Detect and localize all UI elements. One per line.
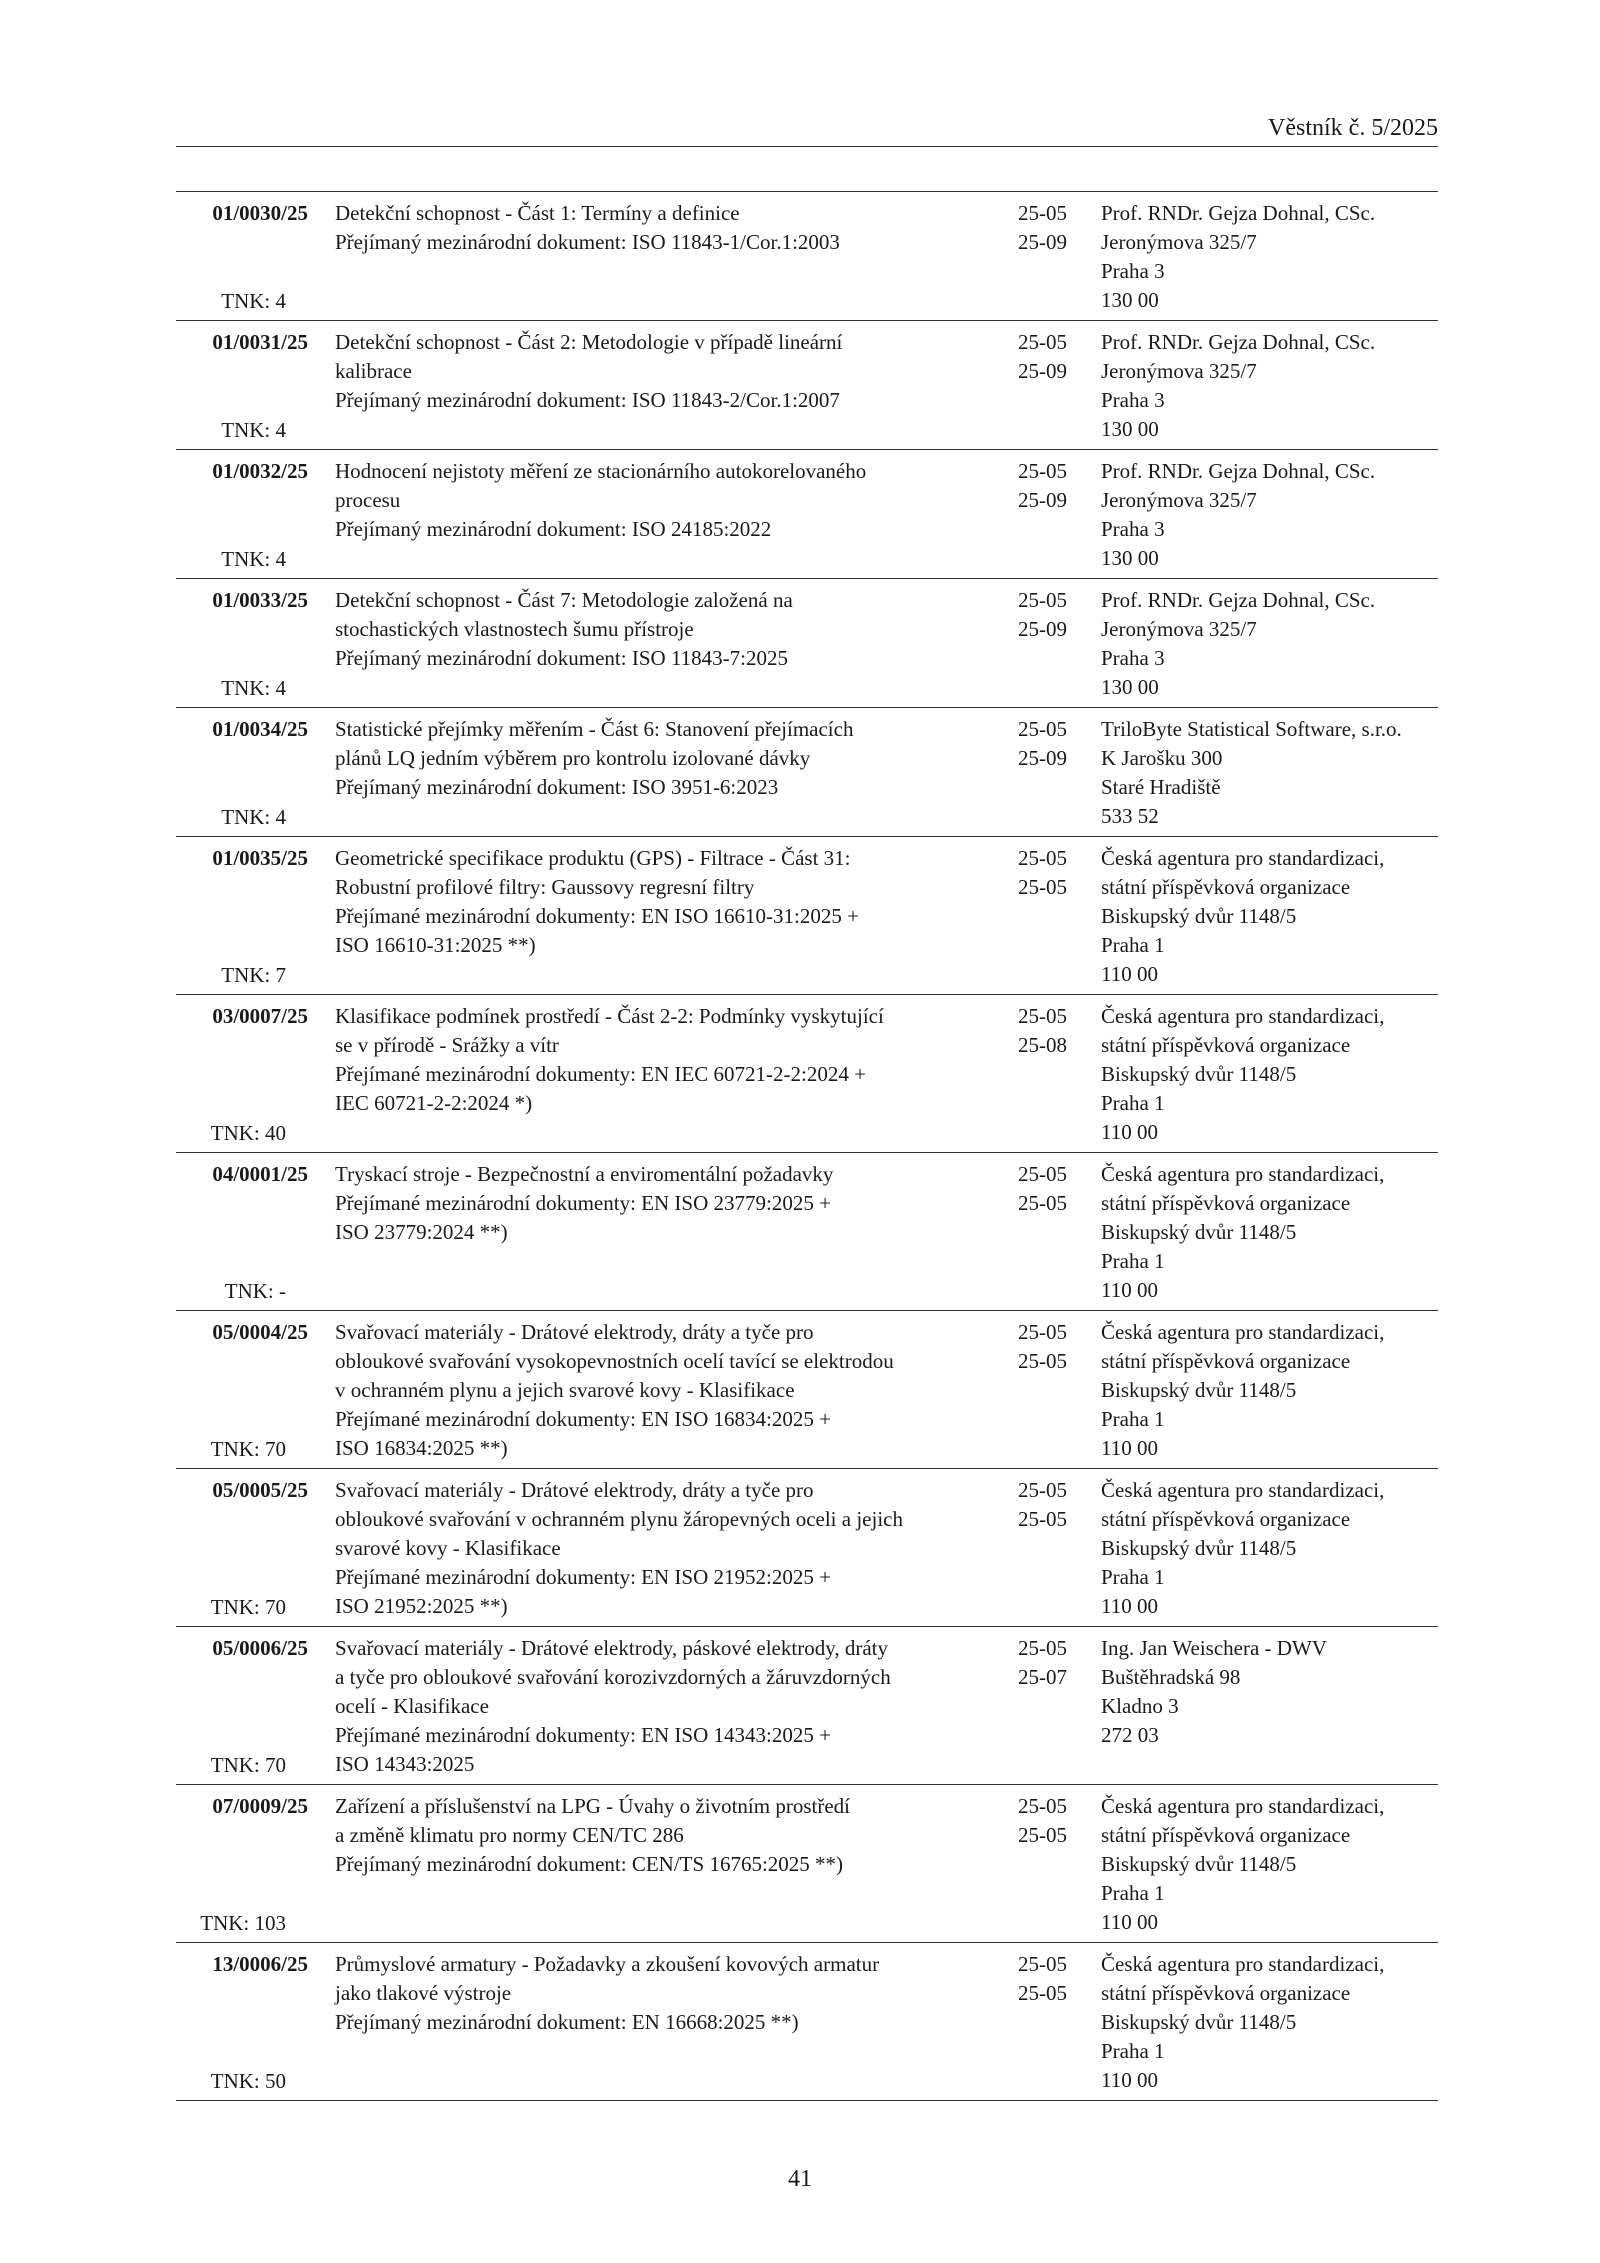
address-line: Praha 1	[1101, 1091, 1165, 1115]
address-line: Prof. RNDr. Gejza Dohnal, CSc.	[1101, 588, 1376, 612]
title-line: stochastických vlastnostech šumu přístroje	[335, 617, 694, 641]
address-line: Prof. RNDr. Gejza Dohnal, CSc.	[1101, 330, 1376, 354]
title-line: Přejímané mezinárodní dokumenty: EN ISO 16610-31:2025 +	[335, 904, 859, 928]
row-address	[1101, 715, 1438, 831]
address-line: Prof. RNDr. Gejza Dohnal, CSc.	[1101, 201, 1376, 225]
title-line: Detekční schopnost - Část 2: Metodologie v případě lineární	[335, 330, 843, 354]
date-line: 25-05	[1018, 875, 1067, 899]
title-line: Hodnocení nejistoty měření ze stacionárního autokorelovaného	[335, 459, 867, 483]
address-line: Biskupský dvůr 1148/5	[1101, 2010, 1297, 2034]
address-line: Biskupský dvůr 1148/5	[1101, 1378, 1297, 1402]
address-line: státní příspěvková organizace	[1101, 1349, 1351, 1373]
title-line: Statistické přejímky měřením - Část 6: Stanovení přejímacích	[335, 717, 854, 741]
title-line: kalibrace	[335, 359, 412, 383]
date-line: 25-05	[1018, 1004, 1067, 1028]
date-line: 25-05	[1018, 717, 1067, 741]
title-line: procesu	[335, 488, 401, 512]
title-line: jako tlakové výstroje	[335, 1981, 512, 2005]
address-line: 110 00	[1101, 1120, 1158, 1144]
row-dates	[1018, 1792, 1082, 1850]
title-line: Přejímaný mezinárodní dokument: ISO 11843-1/Cor.1:2003	[335, 230, 840, 254]
title-line: Svařovací materiály - Drátové elektrody, dráty a tyče pro	[335, 1478, 814, 1502]
row-id: 01/0034/25	[212, 717, 308, 741]
address-line: 110 00	[1101, 1910, 1158, 1934]
address-line: Praha 1	[1101, 1565, 1165, 1589]
table-row	[176, 192, 1438, 321]
address-line: Prof. RNDr. Gejza Dohnal, CSc.	[1101, 459, 1376, 483]
address-line: 272 03	[1101, 1723, 1159, 1747]
title-line: Průmyslové armatury - Požadavky a zkoušení kovových armatur	[335, 1952, 880, 1976]
row-id: 04/0001/25	[212, 1162, 308, 1186]
date-line: 25-09	[1018, 746, 1067, 770]
row-id: 05/0004/25	[212, 1320, 308, 1344]
address-line: Jeronýmova 325/7	[1101, 359, 1257, 383]
table-row	[176, 1153, 1438, 1311]
title-line: Klasifikace podmínek prostředí - Část 2-2: Podmínky vyskytující	[335, 1004, 884, 1028]
row-address	[1101, 1792, 1438, 1937]
title-line: Svařovací materiály - Drátové elektrody, dráty a tyče pro	[335, 1320, 814, 1344]
title-line: Geometrické specifikace produktu (GPS) - Filtrace - Část 31:	[335, 846, 851, 870]
title-line: ISO 23779:2024 **)	[335, 1220, 508, 1244]
table-row	[176, 708, 1438, 837]
table-row	[176, 1943, 1438, 2101]
title-line: obloukové svařování v ochranném plynu žáropevných oceli a jejich	[335, 1507, 903, 1531]
row-id: 01/0035/25	[212, 846, 308, 870]
date-line: 25-05	[1018, 459, 1067, 483]
date-line: 25-05	[1018, 846, 1067, 870]
row-id: 01/0031/25	[212, 330, 308, 354]
address-line: 110 00	[1101, 1594, 1158, 1618]
table-row	[176, 1469, 1438, 1627]
row-dates	[1018, 457, 1082, 515]
address-line: Praha 3	[1101, 388, 1165, 412]
row-id: 05/0005/25	[212, 1478, 308, 1502]
row-tnk: TNK: 50	[210, 2069, 286, 2093]
row-tnk: TNK: 7	[221, 963, 286, 987]
title-line: Přejímané mezinárodní dokumenty: EN ISO 21952:2025 +	[335, 1565, 831, 1589]
address-line: státní příspěvková organizace	[1101, 1033, 1351, 1057]
address-line: 110 00	[1101, 1278, 1158, 1302]
title-line: plánů LQ jedním výběrem pro kontrolu izolované dávky	[335, 746, 811, 770]
date-line: 25-08	[1018, 1033, 1067, 1057]
row-id: 07/0009/25	[212, 1794, 308, 1818]
date-line: 25-07	[1018, 1665, 1067, 1689]
row-dates	[1018, 1318, 1082, 1376]
address-line: státní příspěvková organizace	[1101, 1823, 1351, 1847]
address-line: TriloByte Statistical Software, s.r.o.	[1101, 717, 1402, 741]
date-line: 25-05	[1018, 1823, 1067, 1847]
address-line: Česká agentura pro standardizaci,	[1101, 846, 1385, 870]
row-dates	[1018, 1634, 1082, 1692]
title-line: Detekční schopnost - Část 1: Termíny a definice	[335, 201, 740, 225]
title-line: Přejímané mezinárodní dokumenty: EN ISO 16834:2025 +	[335, 1407, 831, 1431]
date-line: 25-05	[1018, 1636, 1067, 1660]
title-line: obloukové svařování vysokopevnostních ocelí tavící se elektrodou	[335, 1349, 894, 1373]
address-line: Česká agentura pro standardizaci,	[1101, 1320, 1385, 1344]
title-line: Svařovací materiály - Drátové elektrody, páskové elektrody, dráty	[335, 1636, 888, 1660]
address-line: Praha 1	[1101, 1249, 1165, 1273]
row-dates	[1018, 715, 1082, 773]
address-line: K Jarošku 300	[1101, 746, 1223, 770]
date-line: 25-09	[1018, 488, 1067, 512]
address-line: 130 00	[1101, 675, 1159, 699]
row-tnk: TNK: 103	[200, 1911, 286, 1935]
address-line: Česká agentura pro standardizaci,	[1101, 1794, 1385, 1818]
row-dates	[1018, 1476, 1082, 1534]
row-dates	[1018, 328, 1082, 386]
row-address	[1101, 328, 1438, 444]
date-line: 25-09	[1018, 359, 1067, 383]
row-address	[1101, 1950, 1438, 2095]
date-line: 25-05	[1018, 1794, 1067, 1818]
title-line: ISO 16834:2025 **)	[335, 1436, 508, 1460]
date-line: 25-05	[1018, 1349, 1067, 1373]
title-line: IEC 60721-2-2:2024 *)	[335, 1091, 533, 1115]
date-line: 25-05	[1018, 1478, 1067, 1502]
title-line: Přejímané mezinárodní dokumenty: EN ISO 14343:2025 +	[335, 1723, 831, 1747]
title-line: v ochranném plynu a jejich svarové kovy - Klasifikace	[335, 1378, 795, 1402]
address-line: Buštěhradská 98	[1101, 1665, 1241, 1689]
row-id: 05/0006/25	[212, 1636, 308, 1660]
address-line: 110 00	[1101, 962, 1158, 986]
address-line: 130 00	[1101, 546, 1159, 570]
table-row	[176, 579, 1438, 708]
row-dates	[1018, 586, 1082, 644]
address-line: Biskupský dvůr 1148/5	[1101, 1536, 1297, 1560]
address-line: Praha 1	[1101, 933, 1165, 957]
address-line: Česká agentura pro standardizaci,	[1101, 1478, 1385, 1502]
title-line: Přejímaný mezinárodní dokument: ISO 11843-2/Cor.1:2007	[335, 388, 840, 412]
standards-table	[176, 191, 1438, 2101]
address-line: Jeronýmova 325/7	[1101, 230, 1257, 254]
address-line: 130 00	[1101, 288, 1159, 312]
row-address	[1101, 199, 1438, 315]
row-tnk: TNK: 70	[210, 1437, 286, 1461]
address-line: Praha 1	[1101, 1407, 1165, 1431]
address-line: Kladno 3	[1101, 1694, 1179, 1718]
date-line: 25-05	[1018, 330, 1067, 354]
bulletin-title: Věstník č. 5/2025	[1268, 115, 1438, 141]
row-tnk: TNK: 4	[221, 805, 286, 829]
title-line: ISO 14343:2025	[335, 1752, 475, 1776]
row-address	[1101, 586, 1438, 702]
address-line: Jeronýmova 325/7	[1101, 488, 1257, 512]
date-line: 25-09	[1018, 617, 1067, 641]
row-tnk: TNK: 70	[210, 1753, 286, 1777]
title-line: ISO 21952:2025 **)	[335, 1594, 508, 1618]
title-line: ISO 16610-31:2025 **)	[335, 933, 536, 957]
row-dates	[1018, 1950, 1082, 2008]
address-line: 110 00	[1101, 2068, 1158, 2092]
title-line: Robustní profilové filtry: Gaussovy regresní filtry	[335, 875, 755, 899]
address-line: Biskupský dvůr 1148/5	[1101, 1220, 1297, 1244]
row-id: 01/0030/25	[212, 201, 308, 225]
title-line: ocelí - Klasifikace	[335, 1694, 489, 1718]
date-line: 25-05	[1018, 1507, 1067, 1531]
address-line: Česká agentura pro standardizaci,	[1101, 1004, 1385, 1028]
address-line: Praha 1	[1101, 2039, 1165, 2063]
row-tnk: TNK: 4	[221, 547, 286, 571]
address-line: Biskupský dvůr 1148/5	[1101, 1062, 1297, 1086]
title-line: Detekční schopnost - Část 7: Metodologie založená na	[335, 588, 793, 612]
title-line: Přejímané mezinárodní dokumenty: EN ISO 23779:2025 +	[335, 1191, 831, 1215]
row-tnk: TNK: 4	[221, 676, 286, 700]
date-line: 25-05	[1018, 588, 1067, 612]
table-row	[176, 837, 1438, 995]
address-line: Staré Hradiště	[1101, 775, 1221, 799]
title-line: Přejímané mezinárodní dokumenty: EN IEC 60721-2-2:2024 +	[335, 1062, 866, 1086]
title-line: a tyče pro obloukové svařování korozivzdorných a žáruvzdorných	[335, 1665, 891, 1689]
address-line: Česká agentura pro standardizaci,	[1101, 1162, 1385, 1186]
row-address	[1101, 1160, 1438, 1305]
row-address	[1101, 1476, 1438, 1621]
address-line: státní příspěvková organizace	[1101, 875, 1351, 899]
date-line: 25-05	[1018, 201, 1067, 225]
title-line: a změně klimatu pro normy CEN/TC 286	[335, 1823, 684, 1847]
address-line: 130 00	[1101, 417, 1159, 441]
address-line: státní příspěvková organizace	[1101, 1981, 1351, 2005]
row-tnk: TNK: -	[224, 1279, 286, 1303]
title-line: Tryskací stroje - Bezpečnostní a enviromentální požadavky	[335, 1162, 834, 1186]
date-line: 25-05	[1018, 1952, 1067, 1976]
address-line: Ing. Jan Weischera - DWV	[1101, 1636, 1327, 1660]
table-row	[176, 450, 1438, 579]
title-line: Přejímaný mezinárodní dokument: ISO 11843-7:2025	[335, 646, 788, 670]
page-number: 41	[788, 2166, 812, 2192]
date-line: 25-09	[1018, 230, 1067, 254]
address-line: Biskupský dvůr 1148/5	[1101, 1852, 1297, 1876]
row-id: 13/0006/25	[212, 1952, 308, 1976]
row-dates	[1018, 1160, 1082, 1218]
address-line: Praha 3	[1101, 646, 1165, 670]
page-header	[176, 110, 1438, 147]
title-line: Přejímaný mezinárodní dokument: ISO 24185:2022	[335, 517, 772, 541]
table-row	[176, 321, 1438, 450]
title-line: se v přírodě - Srážky a vítr	[335, 1033, 559, 1057]
address-line: Jeronýmova 325/7	[1101, 617, 1257, 641]
table-row	[176, 995, 1438, 1153]
title-line: Zařízení a příslušenství na LPG - Úvahy o životním prostředí	[335, 1794, 850, 1818]
row-tnk: TNK: 4	[221, 418, 286, 442]
row-id: 01/0032/25	[212, 459, 308, 483]
row-id: 03/0007/25	[212, 1004, 308, 1028]
row-address	[1101, 457, 1438, 573]
date-line: 25-05	[1018, 1981, 1067, 2005]
address-line: státní příspěvková organizace	[1101, 1191, 1351, 1215]
address-line: 110 00	[1101, 1436, 1158, 1460]
table-row	[176, 1785, 1438, 1943]
row-tnk: TNK: 4	[221, 289, 286, 313]
row-tnk: TNK: 70	[210, 1595, 286, 1619]
row-dates	[1018, 844, 1082, 902]
address-line: 533 52	[1101, 804, 1159, 828]
row-address	[1101, 1634, 1438, 1750]
address-line: Praha 3	[1101, 259, 1165, 283]
date-line: 25-05	[1018, 1191, 1067, 1215]
address-line: státní příspěvková organizace	[1101, 1507, 1351, 1531]
table-row	[176, 1627, 1438, 1785]
row-address	[1101, 1002, 1438, 1147]
title-line: svarové kovy - Klasifikace	[335, 1536, 561, 1560]
date-line: 25-05	[1018, 1162, 1067, 1186]
address-line: Česká agentura pro standardizaci,	[1101, 1952, 1385, 1976]
title-line: Přejímaný mezinárodní dokument: EN 16668:2025 **)	[335, 2010, 799, 2034]
row-dates	[1018, 1002, 1082, 1060]
address-line: Praha 1	[1101, 1881, 1165, 1905]
title-line: Přejímaný mezinárodní dokument: ISO 3951-6:2023	[335, 775, 779, 799]
address-line: Biskupský dvůr 1148/5	[1101, 904, 1297, 928]
row-dates	[1018, 199, 1082, 257]
table-row	[176, 1311, 1438, 1469]
address-line: Praha 3	[1101, 517, 1165, 541]
title-line: Přejímaný mezinárodní dokument: CEN/TS 16765:2025 **)	[335, 1852, 844, 1876]
row-id: 01/0033/25	[212, 588, 308, 612]
row-address	[1101, 1318, 1438, 1463]
row-tnk: TNK: 40	[210, 1121, 286, 1145]
row-address	[1101, 844, 1438, 989]
date-line: 25-05	[1018, 1320, 1067, 1344]
